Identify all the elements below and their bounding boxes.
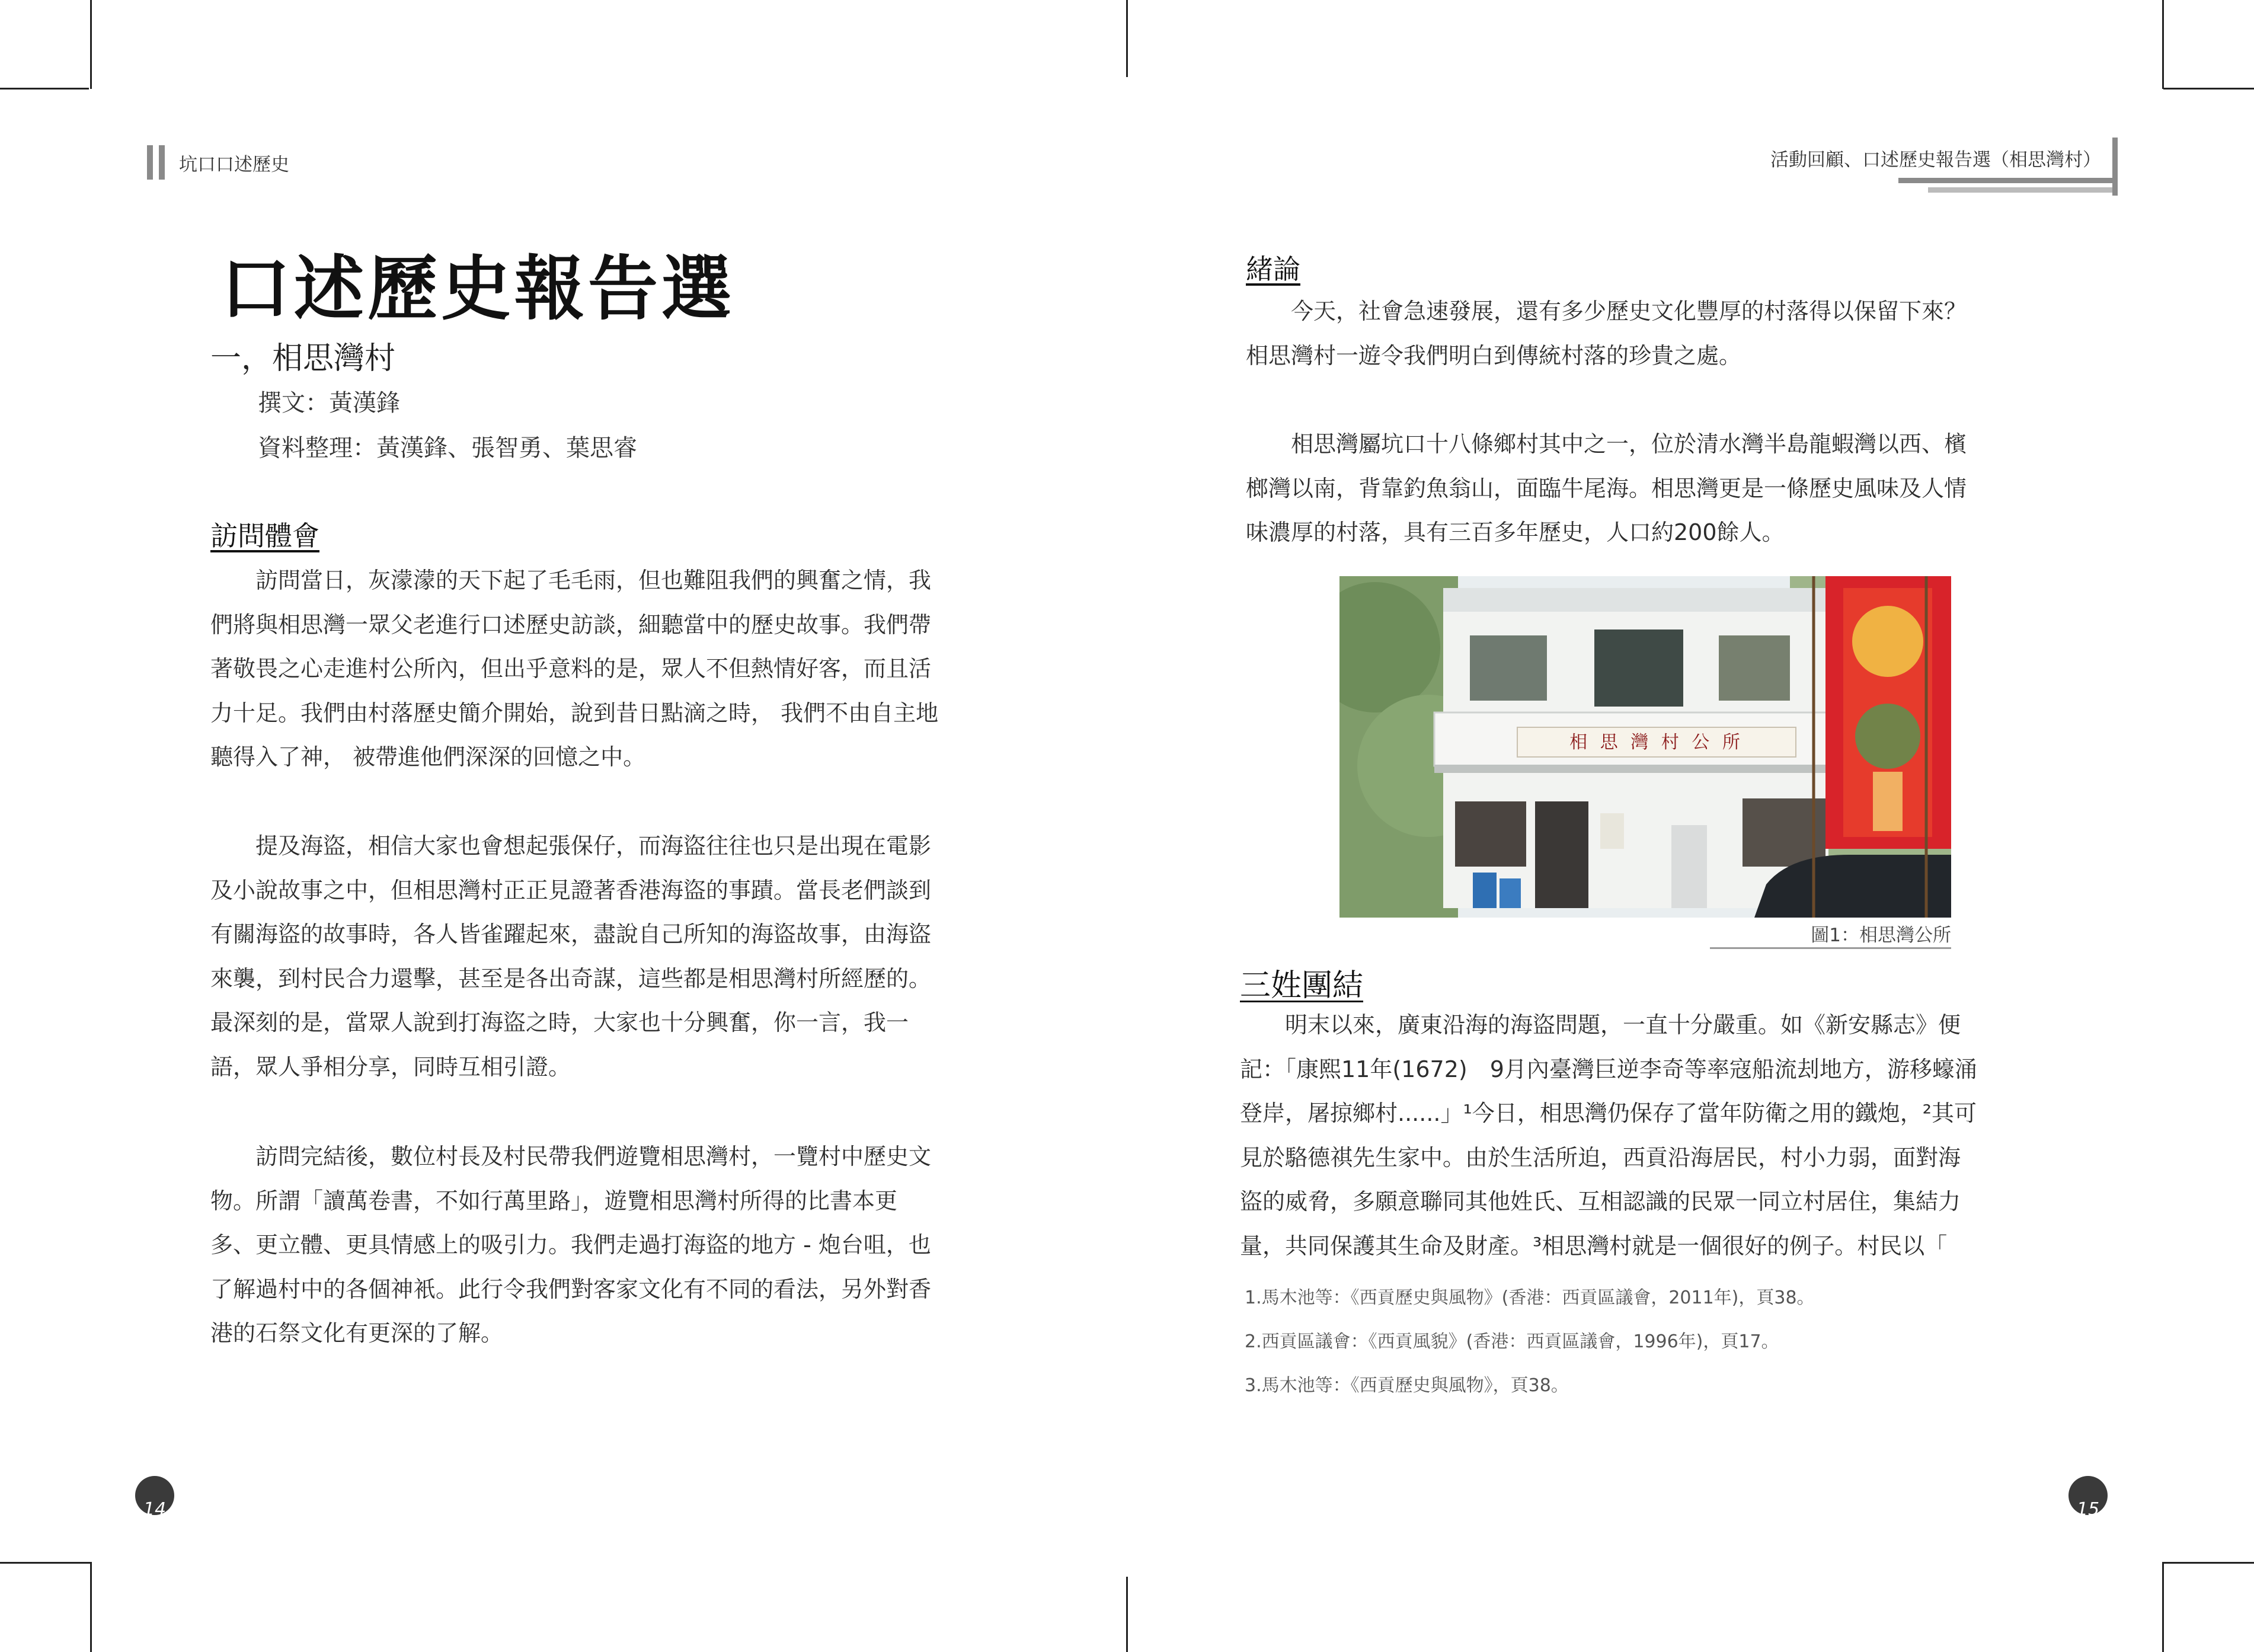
footnote: 2.西貢區議會：《西貢風貌》(香港：西貢區議會，1996年)，頁17。: [1245, 1331, 1779, 1352]
sign-text: 相 思 灣 村 公 所: [1569, 732, 1744, 753]
subheading-unity: 三姓團結: [1240, 968, 1364, 1004]
paragraph: 提及海盜，相信大家也會想起張保仔，而海盜往往也只是出現在電影 及小說故事之中，但相思灣村正正見證著香港海盜的事蹟。當長老們談到 有關海盜的故事時，各人皆雀躍起來，盡說自己所知的海盜故事，由海盜 來襲，到村民合力還擊，甚至是各出奇謀，這些都是相思灣村所經歷的。 最深刻的是，當眾人說到打海盜之時，大家也十分興奮，你一言，我一 語，眾人爭相分享，同時互相引證。: [210, 833, 932, 1080]
photo-caption: 圖1：相思灣公所: [1811, 925, 1951, 946]
page-number-left: 14: [135, 1476, 174, 1515]
author-credit: 撰文：黃漢鋒: [258, 389, 400, 417]
running-title-right: 活動回顧、口述歷史報告選（相思灣村）: [1770, 149, 2101, 171]
paragraph: 相思灣屬坑口十八條鄉村其中之一，位於清水灣半島龍蝦灣以西、檳 榔灣以南，背靠釣魚翁山，面臨牛尾海。相思灣更是一條歷史風味及人情 味濃厚的村落，具有三百多年歷史，人口約200餘人。: [1246, 431, 1967, 545]
running-header-right: [1770, 138, 2118, 196]
subheading-introduction: 緒論: [1246, 253, 1300, 285]
page-number-right: 15: [2068, 1476, 2108, 1515]
header-rule: [1928, 187, 2118, 193]
header-rule: [1898, 178, 2118, 183]
header-bars-icon: [147, 145, 165, 180]
page-title: 口述歷史報告選: [220, 247, 736, 330]
footnote: 1.馬木池等：《西貢歷史與風物》(香港：西貢區議會，2011年)，頁38。: [1245, 1287, 1815, 1308]
paragraph: 訪問當日，灰濛濛的天下起了毛毛雨，但也難阻我們的興奮之情，我 們將與相思灣一眾父老進行口述歷史訪談，細聽當中的歷史故事。我們帶 著敬畏之心走進村公所內，但出乎意料的是，眾人不但熱情好客，而且活 力十足。我們由村落歷史簡介開始，說到昔日點滴之時， 我們不由自主地 聽得入了神， 被帶進他們深深的回憶之中。: [210, 567, 939, 770]
paragraph: 今天，社會急速發展，還有多少歷史文化豐厚的村落得以保留下來？ 相思灣村一遊令我們明白到傳統村落的珍貴之處。: [1246, 298, 1967, 369]
running-title-left: 坑口口述歷史: [179, 154, 289, 175]
footnote: 3.馬木池等：《西貢歷史與風物》，頁38。: [1245, 1375, 1569, 1396]
caption-rule: [1710, 947, 1951, 949]
running-header-left: [147, 145, 289, 180]
header-rule: [2112, 138, 2118, 196]
paragraph: 訪問完結後，數位村長及村民帶我們遊覽相思灣村，一覽村中歷史文 物。所謂「讀萬卷書，不如行萬里路」，遊覽相思灣村所得的比書本更 多、更立體、更具情感上的吸引力。我們走過打海盜的地方 - 炮台咀，也 了解過村中的各個神衹。此行令我們對客家文化有不同的看法，另外對香 港的石祭文化有更深的了解。: [210, 1143, 932, 1346]
subheading-interview: 訪問體會: [210, 520, 319, 552]
section-title: 一，相思灣村: [210, 341, 396, 376]
village-office-photo: [1339, 576, 1951, 918]
paragraph: 明末以來，廣東沿海的海盜問題，一直十分嚴重。如《新安縣志》便 記：「康熙11年(1672) 9月內臺灣巨逆李奇等率寇船流刦地方，游移蠔涌 登岸，屠掠鄉村......」¹今日，相思灣仍保存了當年防衛之用的鐵炮，²其可 見於駱德祺先生家中。由於生活所迫，西貢沿海居民，村小力弱，面對海 盜的威脅，多願意聯同其他姓氏、互相認識的民眾一同立村居住，集結力 量，共同保護其生命及財產。³相思灣村就是一個很好的例子。村民以「: [1240, 1012, 1977, 1259]
compiler-credit: 資料整理：黃漢鋒、張智勇、葉思睿: [258, 434, 637, 462]
